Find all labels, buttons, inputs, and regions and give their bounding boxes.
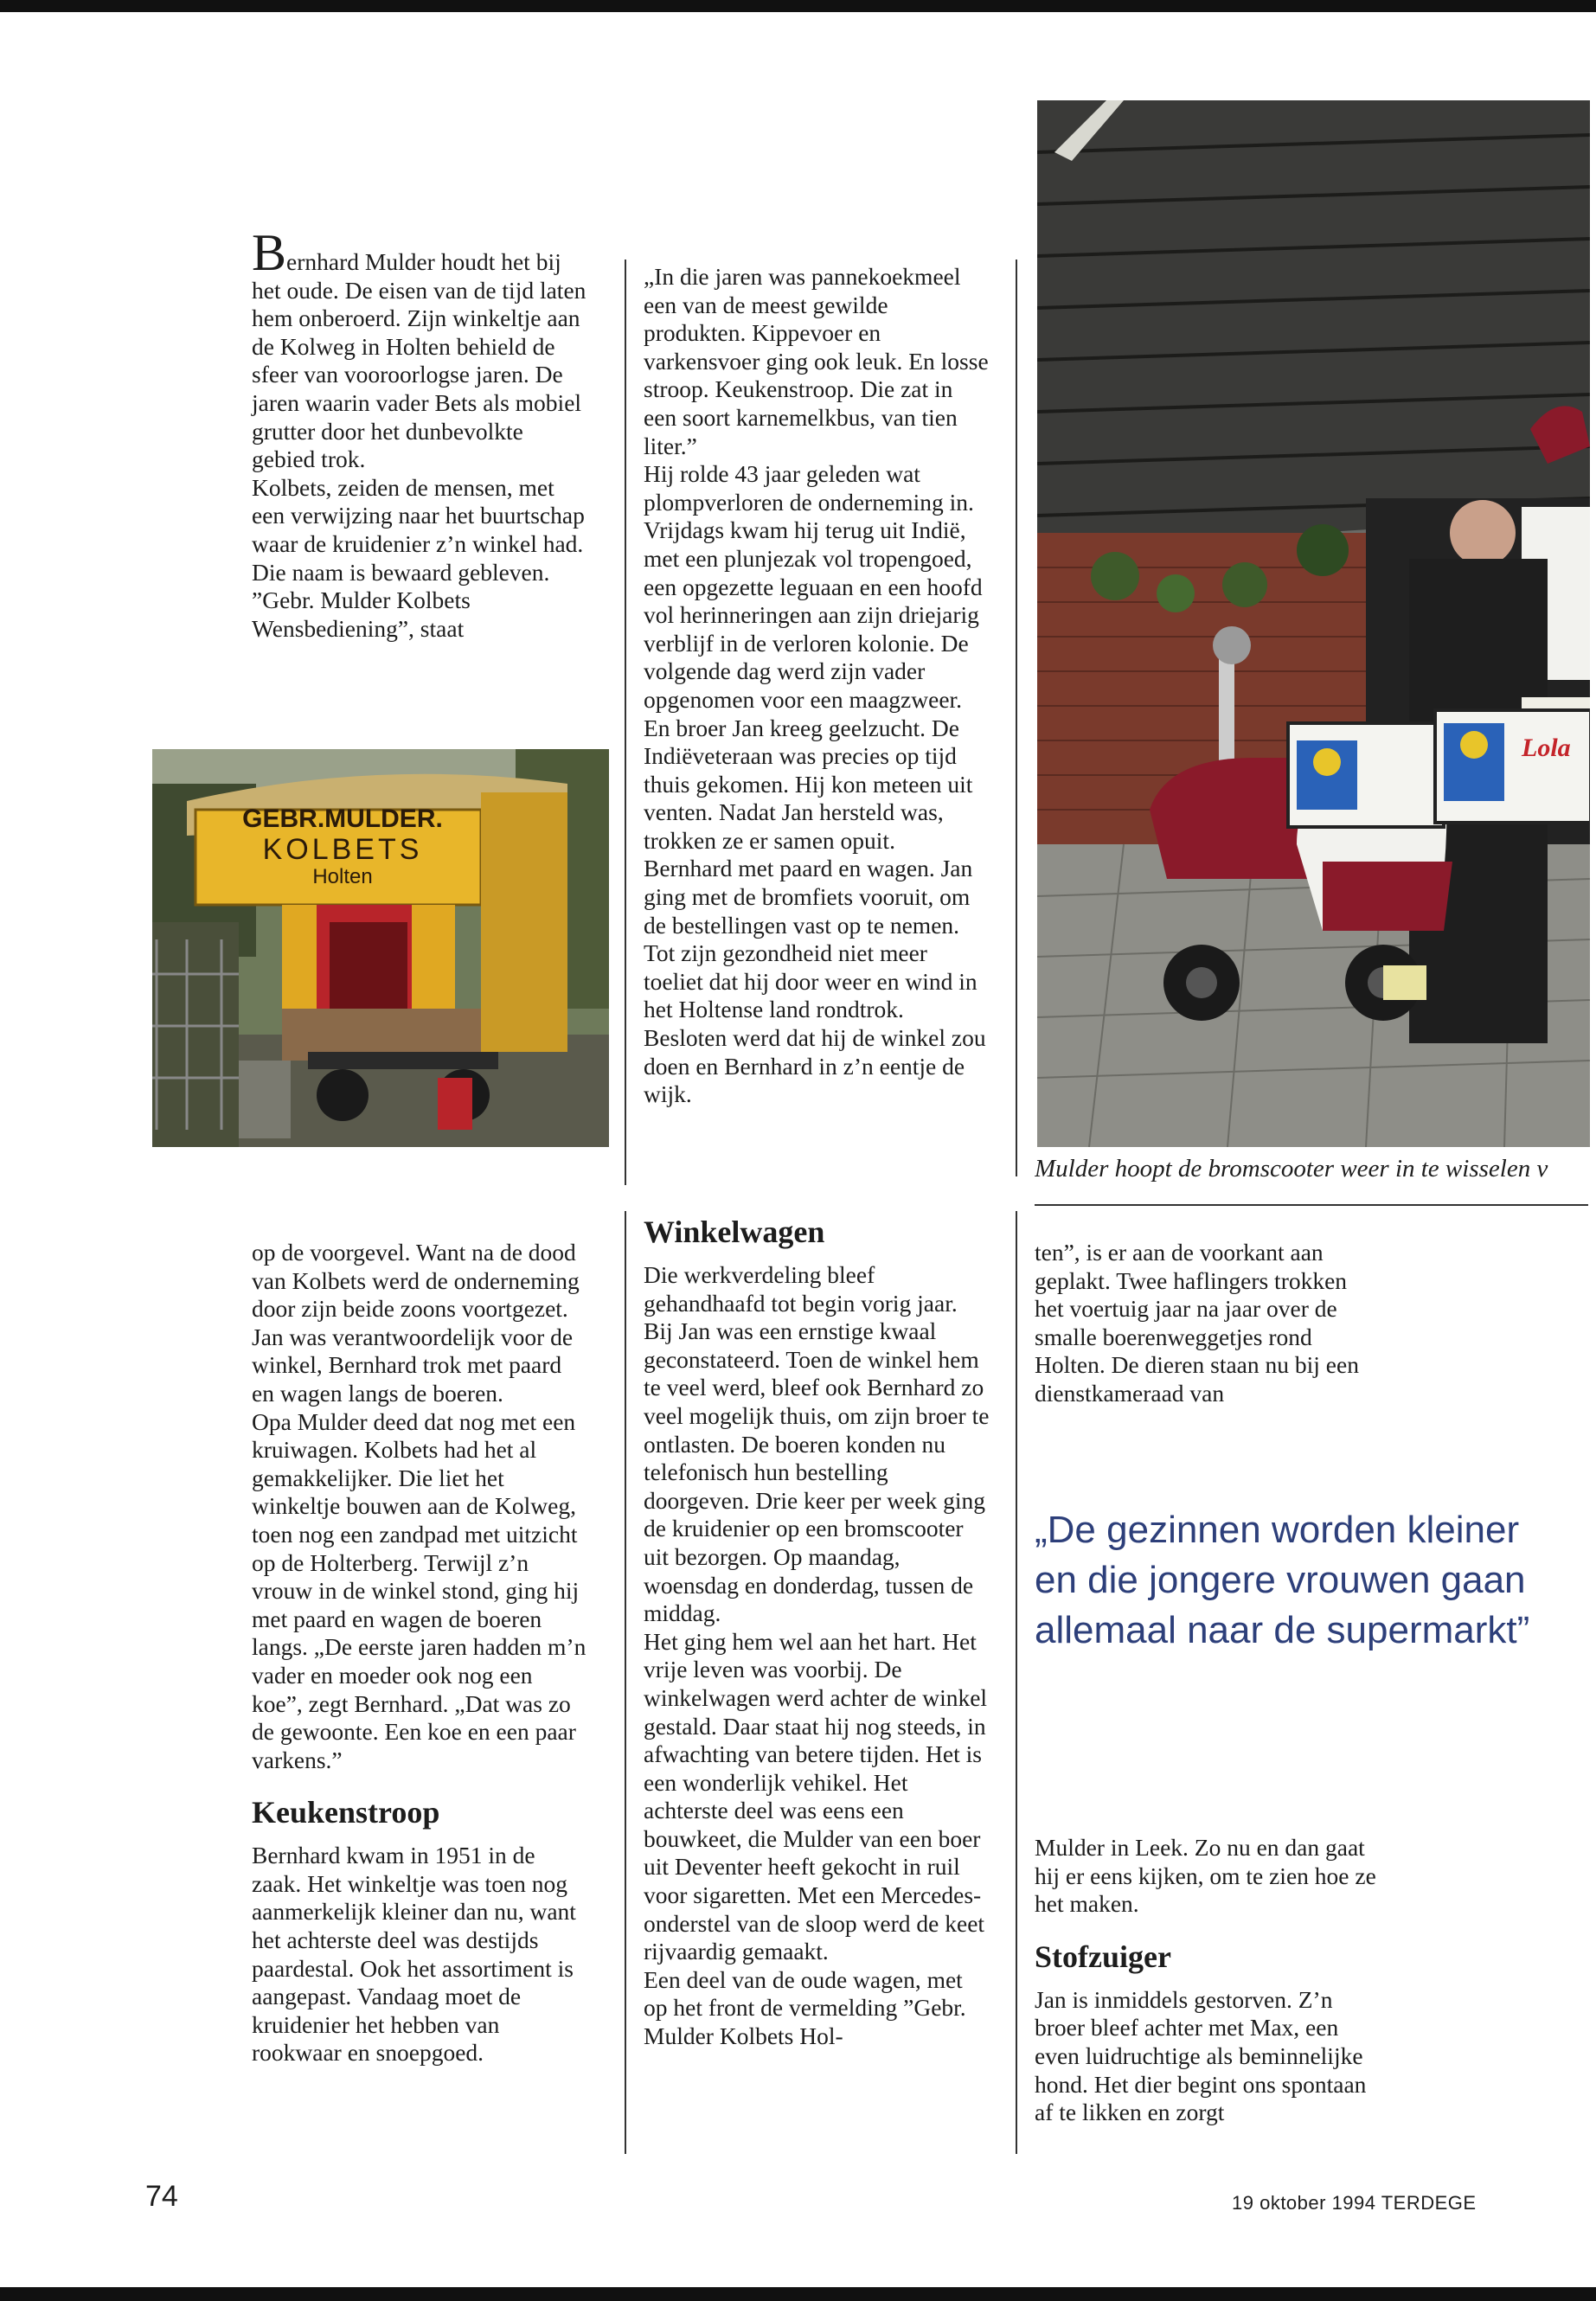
top-border [0,0,1596,12]
wagon-sign-line3: Holten [312,865,373,888]
column-3-a [1035,1239,1381,1408]
subhead-winkelwagen: Winkelwagen [644,1215,825,1249]
paragraph: „In die jaren was pannekoekmeel een van de meest gewilde produkten. Kippevoer en varkensvoer ging ook leuk. En losse stroop. Keukenstroop. Die zat in een soort karnemelkbus, van tien liter.” [644,263,989,459]
wagon-sign-line2: KOLBETS [262,833,423,866]
pull-quote: „De gezinnen worden kleiner en die jongere vrouwen gaan allemaal naar de supermarkt” [1035,1509,1530,1651]
wagon-sign-line1: GEBR.MULDER. [242,804,443,833]
page-number: 74 [145,2180,178,2213]
column-rule-3-lower [1016,1211,1017,2154]
wagon-sign [204,804,481,889]
paragraph: Hij rolde 43 jaar geleden wat plompverloren de onderneming in. Vrijdags kwam hij terug uit Indië, met een plunjezak vol tropengoed, een opgezette leguaan en een hoofd vol herinneringen aan zijn driejarig verblijf in de verloren kolonie. De volgende dag werd zijn vader opgenomen voor een maagzweer. En broer Jan kreeg geelzucht. De Indiëveteraan was precies op tijd thuis gekomen. Hij kon meteen uit venten. Nadat Jan hersteld was, trokken ze er samen opuit. Bernhard met paard en wagen. Jan ging met de bromfiets vooruit, om de bestellingen vast op te nemen. Tot zijn gezondheid niet meer toeliet dat hij door weer en wind in het Holtense land rondtrok. Besloten werd dat hij de winkel zou doen en Bernhard in z’n eentje de wijk. [644,460,986,1108]
paragraph: Jan is inmiddels gestorven. Z’n broer bleef achter met Max, een even luidruchtige als beminnelijke hond. Het dier begint ons spontaan af te likken en zorgt [1035,1985,1367,2126]
column-2-bottom [644,1213,990,2051]
paragraph: Bernhard kwam in 1951 in de zaak. Het winkeltje was toen nog aanmerkelijk kleiner dan nu, want het achterste deel was destijds paardestal. Ook het assortiment is aangepast. Vandaag moet de kruidenier het hebben van rookwaar en snoepgoed. [252,1842,576,2067]
paragraph: Het ging hem wel aan het hart. Het vrije leven was voorbij. De winkelwagen werd achter de winkel gestald. Daar staat hij nog steeds, in afwachting van betere tijden. Het is een wonderlijk vehikel. Het achterste deel was eens een bouwkeet, die Mulder van een boer uit Deventer heeft gekocht in ruil voor sigaretten. Met een Mercedes-onderstel van de sloop werd de keet rijvaardig gemaakt. [644,1627,988,1965]
subhead-stofzuiger: Stofzuiger [1035,1939,1171,1974]
paragraph: Een deel van de oude wagen, met op het front de vermelding ”Gebr. Mulder Kolbets Hol- [644,1965,966,2050]
scooter-photo [1037,100,1590,1147]
subhead-keukenstroop: Keukenstroop [252,1795,440,1830]
column-1-bottom [252,1239,589,2067]
column-2-top [644,263,990,1109]
paragraph: Opa Mulder deed dat nog met een kruiwagen. Kolbets had het al gemakkelijker. Die liet het winkeltje bouwen aan de Kolweg, toen nog een zandpad met uitzicht op de Holterberg. Terwijl z’n vrouw in de winkel stond, ging hij met paard en wagen de boeren langs. „De eerste jaren hadden m’n vader en moeder ook nog een koe”, zegt Bernhard. „Dat was zo de gewoonte. Een koe en een paar varkens.” [252,1407,586,1773]
column-rule-3 [1016,260,1017,1176]
footer-issue: 19 oktober 1994 TERDEGE [1232,2192,1477,2214]
drop-cap: B [252,224,287,281]
column-1-top [252,224,589,643]
column-rule-2 [625,260,626,1185]
caption-rule [1035,1204,1588,1206]
photo-caption: Mulder hoopt de bromscooter weer in te wisselen v [1035,1155,1548,1183]
intro-paragraph: Bernhard Mulder houdt het bij het oude. De eisen van de tijd laten hem onberoerd. Zijn winkeltje aan de Kolweg in Holten behield de sfeer van vooroorlogse jaren. De jaren waarin vader Bets als mobiel grutter door het dunbevolkte gebied trok. [252,224,586,473]
scooter-photo-illustration [1037,100,1590,1147]
paragraph: Mulder in Leek. Zo nu en dan gaat hij er eens kijken, om te zien hoe ze het maken. [1035,1834,1376,1918]
paragraph: op de voorgevel. Want na de dood van Kolbets werd de onderneming door zijn beide zoons voortgezet. Jan was verantwoordelijk voor de winkel, Bernhard trok met paard en wagen langs de boeren. [252,1239,580,1407]
column-rule-2-lower [625,1211,626,2154]
column-3-b [1035,1834,1381,2127]
bottom-border [0,2287,1596,2301]
paragraph: Die werkverdeling bleef gehandhaafd tot begin vorig jaar. Bij Jan was een ernstige kwaal geconstateerd. Toen de winkel hem te veel werd, bleef ook Bernhard zo veel mogelijk thuis, om zijn broer te ontlasten. De boeren konden nu telefonisch hun bestelling doorgeven. Drie keer per week ging de kruidenier op een bromscooter uit bezorgen. Op maandag, woensdag en donderdag, tussen de middag. [644,1261,990,1627]
wagon-photo [152,749,609,1147]
paragraph: ten”, is er aan de voorkant aan geplakt. Twee haflingers trokken het voertuig jaar na jaar over de smalle boerenweggetjes rond Holten. De dieren staan nu bij een dienstkameraad van [1035,1239,1359,1407]
paragraph: Kolbets, zeiden de mensen, met een verwijzing naar het buurtschap waar de kruidenier z’n winkel had. Die naam is bewaard gebleven. ”Gebr. Mulder Kolbets Wensbediening”, staat [252,473,585,642]
scooter-box-label: Lola [1522,734,1571,762]
